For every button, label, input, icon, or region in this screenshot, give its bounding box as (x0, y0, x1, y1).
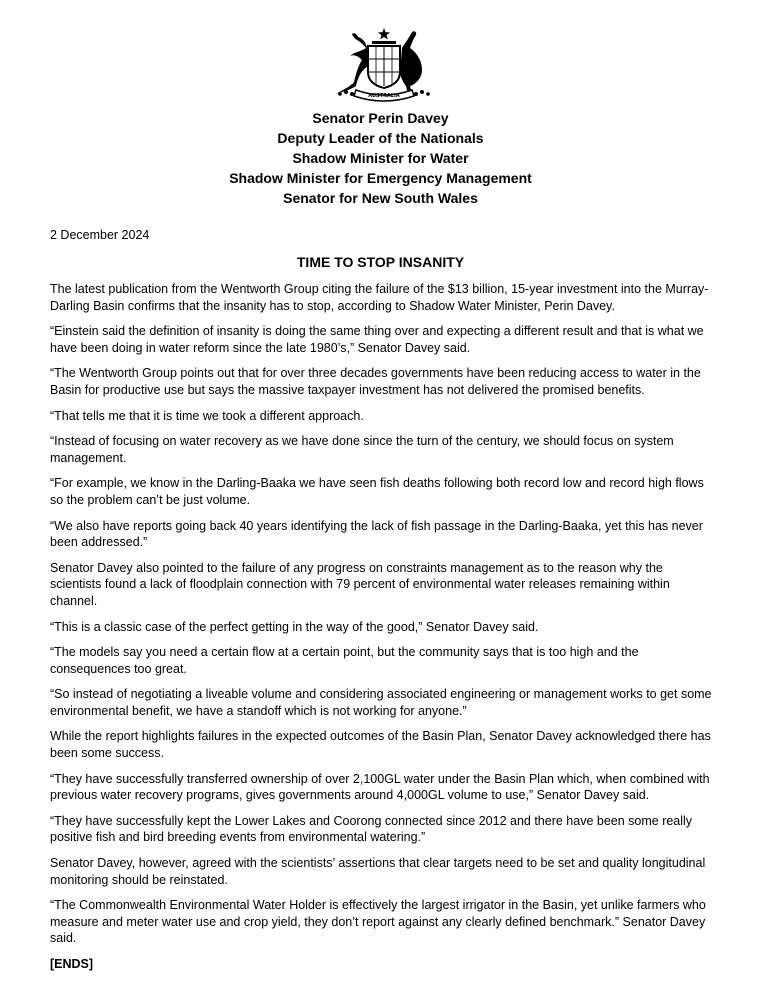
body-paragraph: “So instead of negotiating a liveable volume and considering associated engineering or management works to get some environmental benefit, we have a standoff which is not working for anyone.” (50, 687, 712, 718)
body-paragraph: The latest publication from the Wentworth Group citing the failure of the $13 billion, 15-year investment into the Murray-Darling Basin confirms that the insanity has to stop, according to Shadow Water Minister, Perin Davey. (50, 282, 709, 313)
body-paragraph: “The models say you need a certain flow at a certain point, but the community says that is too high and the consequences too great. (50, 645, 639, 676)
header-name: Senator Perin Davey (312, 110, 449, 126)
coat-of-arms-icon (332, 26, 436, 102)
release-date: 2 December 2024 (50, 228, 150, 242)
body-paragraph: “That tells me that it is time we took a different approach. (50, 408, 364, 423)
senator-header (0, 108, 761, 208)
header-role-deputy-leader: Deputy Leader of the Nationals (277, 130, 484, 146)
crest-motto: AUSTRALIA (368, 93, 400, 99)
body-paragraph: While the report highlights failures in the expected outcomes of the Basin Plan, Senator Davey acknowledged there has been some success. (50, 729, 711, 761)
body-paragraph: Senator Davey also pointed to the failure of any progress on constraints management as to the reason why the scientists found a lack of floodplain connection with 79 percent of environmental water releases remaining within channel. (50, 560, 670, 608)
header-role-water: Shadow Minister for Water (292, 150, 469, 166)
body-paragraph: “We also have reports going back 40 years identifying the lack of fish passage in the Darling-Baaka, yet this has never been addressed.” (50, 518, 703, 550)
body-paragraph: “The Commonwealth Environmental Water Holder is effectively the largest irrigator in the Basin, yet unlike farmers who measure and meter water use and crop yield, they don’t report against any clearly defined benchmark.” Senator Davey said. (50, 898, 706, 946)
body-paragraph: “Einstein said the definition of insanity is doing the same thing over and expecting a different result and that is what we have been doing in water reform since the late 1980’s,” Senator Davey said. (50, 324, 704, 355)
header-role-senator: Senator for New South Wales (283, 190, 478, 206)
body-paragraph: Senator Davey, however, agreed with the scientists’ assertions that clear targets need to be set and quality longitudinal monitoring should be reinstated. (50, 856, 706, 887)
body-paragraph: “The Wentworth Group points out that for over three decades governments have been reducing access to water in the Basin for productive use but says the massive taxpayer investment has not delivered the promised benefits. (50, 366, 701, 397)
body-paragraph: “They have successfully kept the Lower Lakes and Coorong connected since 2012 and there have been some really positive fish and bird breeding events from environmental watering.” (50, 813, 693, 845)
body-paragraph: “For example, we know in the Darling-Baaka we have seen fish deaths following both record low and record high flows so the problem can’t be just volume. (50, 476, 704, 507)
ends-marker: [ENDS] (50, 957, 94, 971)
header-role-emergency: Shadow Minister for Emergency Management (229, 170, 532, 186)
body-paragraph: “This is a classic case of the perfect getting in the way of the good,” Senator Davey said. (50, 619, 539, 634)
body-paragraph: “Instead of focusing on water recovery as we have done since the turn of the century, we should focus on system management. (50, 434, 674, 465)
release-body (50, 281, 712, 973)
release-title: TIME TO STOP INSANITY (296, 254, 465, 270)
body-paragraph: “They have successfully transferred ownership of over 2,100GL water under the Basin Plan which, when combined with previous water recovery programs, gives governments around 4,000GL volume to use,” Senator Davey said. (50, 771, 710, 803)
